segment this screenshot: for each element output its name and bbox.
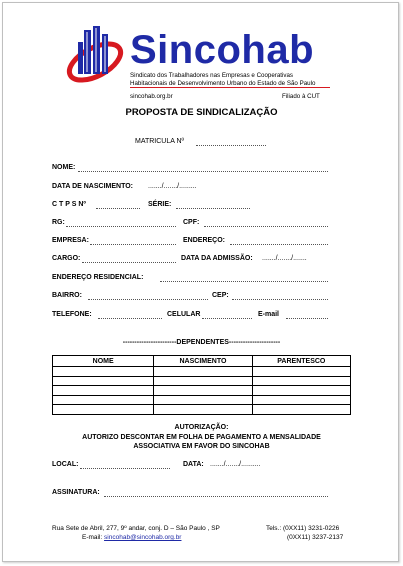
footer-address: Rua Sete de Abril, 277, 9º andar, conj. D – São Paulo , SP — [52, 525, 220, 532]
table-cell[interactable] — [154, 386, 252, 396]
admissao-field[interactable]: ......./......./....... — [262, 255, 307, 262]
table-cell[interactable] — [154, 376, 252, 386]
bairro-field[interactable] — [88, 299, 208, 300]
affiliation: Filiado à CUT — [282, 93, 320, 100]
empresa-field[interactable] — [90, 244, 176, 245]
autorizacao-line1: AUTORIZO DESCONTAR EM FOLHA DE PAGAMENTO A MENSALIDADE — [82, 434, 321, 441]
footer-tel1: Tels.: (0XX11) 3231-0226 — [266, 525, 340, 532]
column-header-nascimento: NASCIMENTO — [154, 356, 252, 367]
form-title: PROPOSTA DE SINDICALIZAÇÃO — [125, 107, 278, 118]
cep-label: CEP: — [212, 292, 229, 299]
table-row — [53, 367, 351, 377]
table-cell[interactable] — [53, 395, 154, 405]
table-cell[interactable] — [252, 367, 350, 377]
table-cell[interactable] — [53, 376, 154, 386]
serie-field[interactable] — [176, 208, 250, 209]
cep-field[interactable] — [232, 299, 328, 300]
cargo-field[interactable] — [82, 262, 176, 263]
sincohab-logo — [64, 24, 126, 86]
nascimento-label: DATA DE NASCIMENTO: — [52, 183, 134, 190]
table-row — [53, 376, 351, 386]
residencial-field[interactable] — [160, 281, 328, 282]
table-cell[interactable] — [252, 386, 350, 396]
column-header-parentesco: PARENTESCO — [252, 356, 350, 367]
footer-tel2: (0XX11) 3237-2137 — [287, 534, 344, 541]
table-cell[interactable] — [154, 395, 252, 405]
celular-label: CELULAR — [167, 311, 201, 318]
matricula-field[interactable] — [196, 145, 266, 146]
matricula-label: MATRICULA Nº — [135, 138, 185, 145]
dependentes-heading: -----------------------DEPENDENTES---------------------- — [122, 339, 281, 346]
cargo-label: CARGO: — [52, 255, 81, 262]
cpf-label: CPF: — [183, 219, 200, 226]
footer-email-label: E-mail: — [82, 534, 103, 541]
endereco-label: ENDEREÇO: — [183, 237, 226, 244]
empresa-label: EMPRESA: — [52, 237, 89, 244]
subtitle-line2: Habitacionais de Desenvolvimento Urbano do Estado de São Paulo — [130, 80, 330, 89]
local-label: LOCAL: — [52, 461, 79, 468]
local-field[interactable] — [80, 468, 170, 469]
nome-field[interactable] — [78, 171, 328, 172]
email-label: E-mail — [258, 311, 280, 318]
table-cell[interactable] — [53, 386, 154, 396]
autorizacao-line2: ASSOCIATIVA EM FAVOR DO SINCOHAB — [133, 443, 270, 450]
table-cell[interactable] — [252, 376, 350, 386]
data-field[interactable]: ......./......./.......... — [210, 461, 261, 468]
cpf-field[interactable] — [204, 226, 328, 227]
ctps-label: C T P S Nº — [52, 201, 86, 208]
table-cell[interactable] — [252, 395, 350, 405]
ctps-field[interactable] — [96, 208, 140, 209]
table-row — [53, 386, 351, 396]
admissao-label: DATA DA ADMISSÃO: — [181, 255, 253, 262]
table-cell[interactable] — [154, 405, 252, 415]
data-label: DATA: — [183, 461, 204, 468]
telefone-label: TELEFONE: — [52, 311, 92, 318]
autorizacao-heading: AUTORIZAÇÃO: — [174, 424, 229, 431]
brand-subtitle — [130, 72, 330, 88]
dependents-table — [52, 355, 351, 415]
rg-label: RG: — [52, 219, 65, 226]
table-row — [53, 405, 351, 415]
email-field[interactable] — [286, 318, 328, 319]
serie-label: SÉRIE: — [148, 201, 172, 208]
residencial-label: ENDEREÇO RESIDENCIAL: — [52, 274, 144, 281]
footer-email-line — [82, 533, 181, 542]
table-cell[interactable] — [154, 367, 252, 377]
celular-field[interactable] — [202, 318, 252, 319]
column-header-nome: NOME — [53, 356, 154, 367]
website: sincohab.org.br — [130, 93, 173, 100]
table-cell[interactable] — [53, 367, 154, 377]
assinatura-label: ASSINATURA: — [52, 489, 100, 496]
rg-field[interactable] — [66, 226, 176, 227]
telefone-field[interactable] — [98, 318, 162, 319]
footer-email-link[interactable]: sincohab@sincohab.org.br — [104, 534, 182, 541]
nascimento-field[interactable]: ......./......./......... — [148, 183, 197, 190]
table-cell[interactable] — [53, 405, 154, 415]
nome-label: NOME: — [52, 164, 76, 171]
bairro-label: BAIRRO: — [52, 292, 82, 299]
table-header-row — [53, 356, 351, 367]
brand-name: Sincohab — [130, 28, 315, 72]
assinatura-field[interactable] — [104, 496, 328, 497]
table-row — [53, 395, 351, 405]
subtitle-line1: Sindicato dos Trabalhadores nas Empresas e Cooperativas — [130, 72, 294, 79]
table-cell[interactable] — [252, 405, 350, 415]
endereco-field[interactable] — [230, 244, 328, 245]
